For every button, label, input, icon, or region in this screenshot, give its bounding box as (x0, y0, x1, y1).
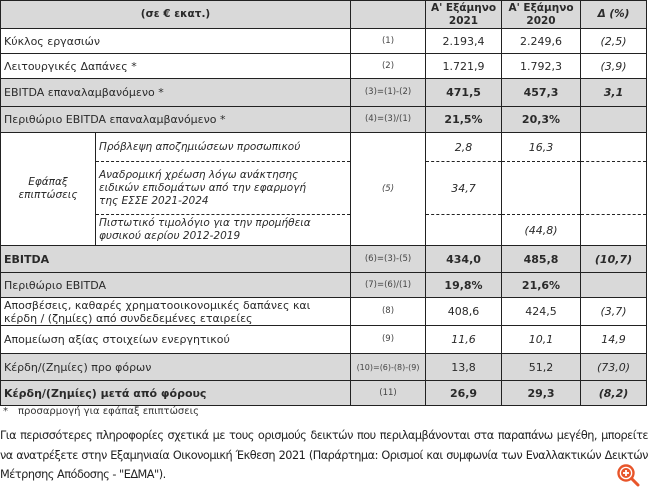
row-ref: (11) (351, 381, 426, 406)
row-value-2021: 2.193,4 (426, 29, 502, 54)
oneoff-label-line1: Εφάπαξ (28, 176, 68, 188)
row-label: Κύκλος εργασιών (1, 29, 351, 54)
table-row-depreciation (1, 298, 647, 326)
oneoff-item-label (96, 215, 351, 246)
table-row-recurring-ebitda-margin (1, 107, 647, 133)
row-ref: (4)=(3)/(1) (351, 107, 426, 133)
oneoff-item-label: Πρόβλεψη αποζημιώσεων προσωπικού (96, 133, 351, 162)
row-ref: (9) (351, 326, 426, 354)
oneoff-ref: (5) (351, 133, 426, 246)
oneoff-label-line2: επιπτώσεις (18, 189, 78, 201)
header-h1-2020-line1: Α' Εξάμηνο (508, 1, 574, 14)
row-ref: (3)=(1)-(2) (351, 79, 426, 107)
row-label-line1: Αποσβέσεις, καθαρές χρηματοοικονομικές δαπάνες και (4, 298, 311, 312)
header-ref (351, 1, 426, 29)
row-delta: (8,2) (581, 381, 647, 406)
header-delta: Δ (%) (581, 1, 647, 29)
oneoff-item-line2: ειδικών επιδομάτων από την εφαρμογή (99, 181, 307, 194)
zoom-in-icon[interactable] (616, 463, 640, 487)
oneoff-item-line1: Πιστωτικό τιμολόγιο για την προμήθεια (99, 217, 311, 229)
row-delta: (10,7) (581, 246, 647, 273)
row-value-2020: 29,3 (502, 381, 581, 406)
row-label: Κέρδη/(Ζημίες) μετά από φόρους (1, 381, 351, 406)
row-value-2020: 51,2 (502, 354, 581, 381)
table-header-row (1, 1, 647, 29)
table-row-impairment (1, 326, 647, 354)
oneoff-item-label (96, 162, 351, 215)
oneoff-item-line2: φυσικού αερίου 2012-2019 (99, 230, 241, 242)
row-label: Λειτουργικές Δαπάνες * (1, 54, 351, 79)
row-ref: (6)=(3)-(5) (351, 246, 426, 273)
header-h1-2021-line2: 2021 (448, 14, 479, 27)
oneoff-value-2020: (44,8) (502, 215, 581, 246)
row-delta (581, 107, 647, 133)
row-ref: (2) (351, 54, 426, 79)
row-value-2021: 13,8 (426, 354, 502, 381)
oneoff-value-2020: 16,3 (502, 133, 581, 162)
row-label: EBITDA επαναλαμβανόμενο * (1, 79, 351, 107)
row-value-2020: 2.249,6 (502, 29, 581, 54)
row-delta: 14,9 (581, 326, 647, 354)
header-units: (σε € εκατ.) (1, 1, 351, 29)
row-label (1, 298, 351, 326)
row-value-2021: 408,6 (426, 298, 502, 326)
row-value-2020: 1.792,3 (502, 54, 581, 79)
header-h1-2020-line2: 2020 (526, 14, 556, 27)
oneoff-value-2021: 2,8 (426, 133, 502, 162)
header-h1-2021-line1: Α' Εξάμηνο (430, 1, 497, 14)
table-row-revenue (1, 29, 647, 54)
table-row-oneoff-1 (1, 133, 647, 162)
table-row-oneoff-2 (1, 162, 647, 215)
row-ref: (8) (351, 298, 426, 326)
table-row-aftertax (1, 381, 647, 406)
row-label: Κέρδη/(Ζημίες) προ φόρων (1, 354, 351, 381)
table-row-ebitda-margin (1, 273, 647, 298)
oneoff-value-2021: 34,7 (426, 162, 502, 215)
header-h1-2020 (502, 1, 581, 29)
oneoff-delta (581, 162, 647, 215)
oneoff-value-2021 (426, 215, 502, 246)
row-value-2020: 21,6% (502, 273, 581, 298)
row-ref: (1) (351, 29, 426, 54)
row-label: Απομείωση αξίας στοιχείων ενεργητικού (1, 326, 351, 354)
definitions-paragraph: Για περισσότερες πληροφορίες σχετικά με τους ορισμούς δεικτών που περιλαμβάνονται στα παραπάνω μεγέθη, μπορείτε να ανατρέξετε στην Εξαμηνιαία Οικονομική Έκθεση 2021 (Παράρτημα: Ορισμοί και συμφωνία των Εναλλακτικών Δεικτών Μέτρησης Απόδοσης - "ΕΔΜΑ"). (0, 429, 648, 481)
row-value-2021: 19,8% (426, 273, 502, 298)
oneoff-delta (581, 215, 647, 246)
row-value-2020: 485,8 (502, 246, 581, 273)
row-ref: (10)=(6)-(8)-(9) (351, 354, 426, 381)
row-delta: (3,9) (581, 54, 647, 79)
row-ref: (7)=(6)/(1) (351, 273, 426, 298)
row-value-2020: 10,1 (502, 326, 581, 354)
row-delta: (3,7) (581, 298, 647, 326)
table-row-opex (1, 54, 647, 79)
table-row-ebitda (1, 246, 647, 273)
row-label-line2: κέρδη / (ζημίες) από συνδεδεμένες εταιρείες (4, 311, 253, 325)
row-value-2020: 20,3% (502, 107, 581, 133)
row-delta: (73,0) (581, 354, 647, 381)
table-row-pretax (1, 354, 647, 381)
oneoff-value-2020 (502, 162, 581, 215)
row-delta: (2,5) (581, 29, 647, 54)
footnote (3, 406, 199, 417)
oneoff-delta (581, 133, 647, 162)
header-h1-2021 (426, 1, 502, 29)
row-value-2021: 11,6 (426, 326, 502, 354)
row-value-2021: 434,0 (426, 246, 502, 273)
footnote-text: προσαρμογή για εφάπαξ επιπτώσεις (18, 406, 199, 417)
row-label: Περιθώριο EBITDA (1, 273, 351, 298)
row-delta: 3,1 (581, 79, 647, 107)
footnote-star: * (3, 406, 8, 417)
oneoff-group-label (1, 133, 96, 246)
row-label: EBITDA (1, 246, 351, 273)
table-row-oneoff-3 (1, 215, 647, 246)
table-row-recurring-ebitda (1, 79, 647, 107)
row-value-2020: 457,3 (502, 79, 581, 107)
row-delta (581, 273, 647, 298)
oneoff-item-line3: της ΕΣΣΕ 2021-2024 (99, 194, 209, 207)
row-value-2021: 471,5 (426, 79, 502, 107)
row-value-2021: 26,9 (426, 381, 502, 406)
row-value-2021: 21,5% (426, 107, 502, 133)
row-label: Περιθώριο EBITDA επαναλαμβανόμενο * (1, 107, 351, 133)
oneoff-item-line1: Αναδρομική χρέωση λόγω ανάκτησης (99, 168, 299, 181)
row-value-2021: 1.721,9 (426, 54, 502, 79)
row-value-2020: 424,5 (502, 298, 581, 326)
